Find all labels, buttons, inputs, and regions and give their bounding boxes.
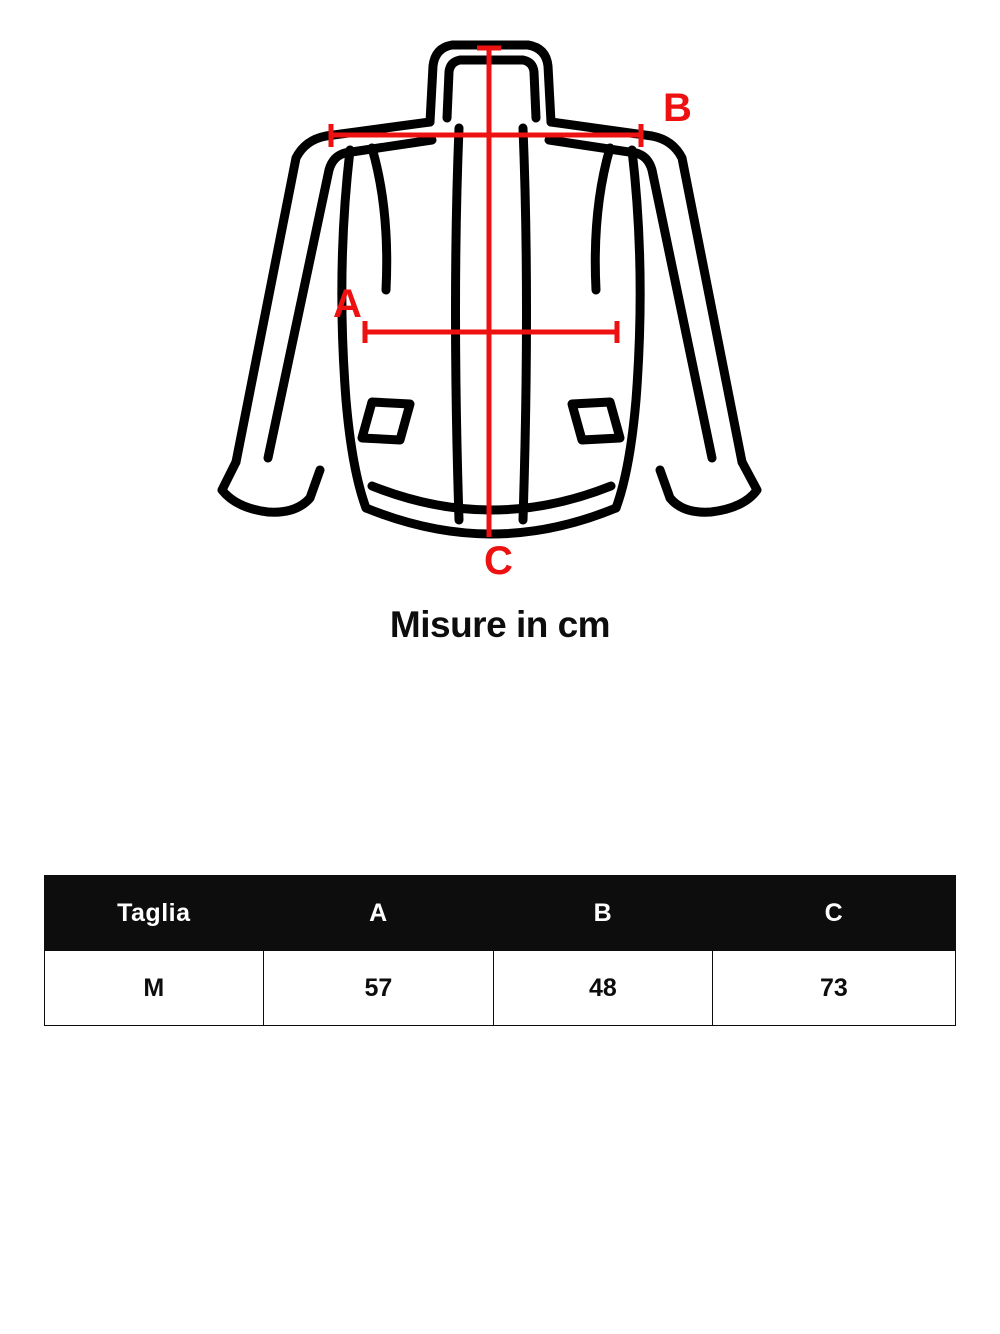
jacket-diagram-svg (0, 0, 1000, 600)
cell-size: M (45, 951, 264, 1026)
table-row (45, 951, 956, 1026)
cell-a: 57 (263, 951, 493, 1026)
table-header-c: C (712, 876, 955, 951)
cell-c: 73 (712, 951, 955, 1026)
table-header-row (45, 876, 956, 951)
table-header-b: B (494, 876, 713, 951)
cell-b: 48 (494, 951, 713, 1026)
table-header-a: A (263, 876, 493, 951)
measure-label-a: A (333, 282, 362, 326)
measurement-unit-caption: Misure in cm (389, 604, 611, 645)
measure-label-b: B (663, 86, 692, 130)
measure-label-c: C (484, 539, 513, 583)
size-chart-table (44, 875, 956, 1026)
jacket-measurement-diagram (0, 0, 1000, 600)
table-header-taglia: Taglia (45, 876, 264, 951)
